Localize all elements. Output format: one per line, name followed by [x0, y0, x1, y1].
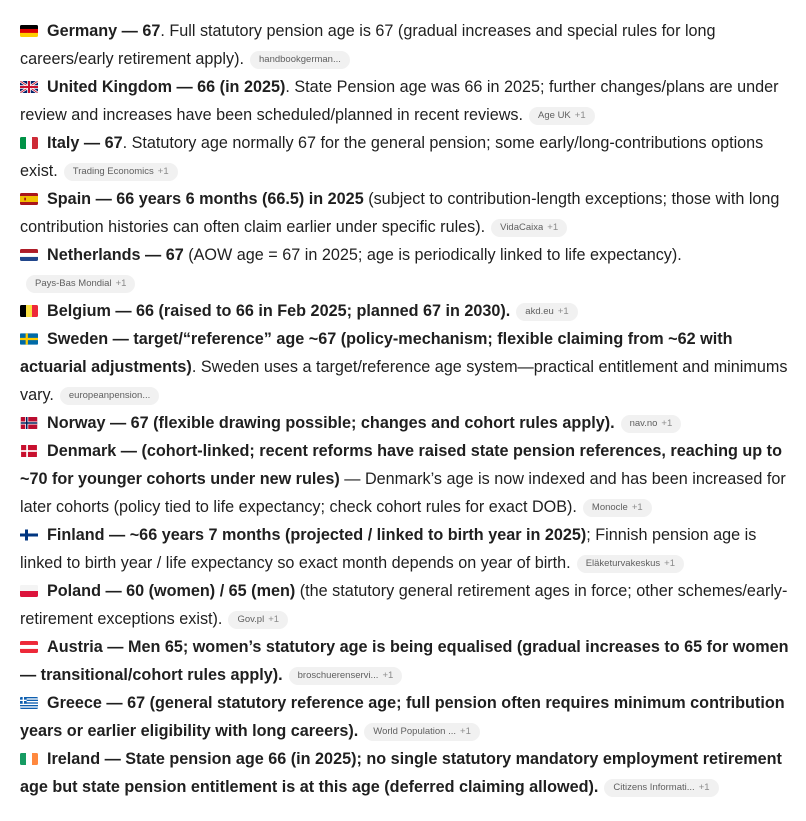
source-count: +1: [382, 670, 394, 681]
entry-heading: Greece — 67 (general statutory reference age; full pension often requires minimum contribution years or earlier eligibility with long careers).: [20, 694, 785, 740]
source-label: Trading Economics: [72, 166, 154, 177]
denmark-flag-icon: [20, 445, 38, 457]
source-label: broschuerenservi...: [297, 670, 379, 681]
entry-heading: Belgium — 66 (raised to 66 in Feb 2025; planned 67 in 2030).: [47, 302, 511, 320]
italy-flag-icon: [20, 137, 38, 149]
source-chip[interactable]: [604, 779, 718, 797]
sweden-flag-icon: [20, 333, 38, 345]
ireland-flag-icon: [20, 753, 38, 765]
source-chip[interactable]: [491, 219, 567, 237]
source-label: Gov.pl: [237, 614, 265, 625]
entry-text: . State Pension age was 66 in 2025; further changes/plans are under review and increases have been scheduled/planned in recent reviews.: [20, 78, 779, 124]
source-label: handbookgerman...: [259, 54, 341, 65]
entry-text: — Denmark’s age is now indexed and has been increased for later cohorts (policy tied to life expectancy; check cohort rules for exact DOB).: [20, 470, 786, 516]
source-label: Pays-Bas Mondial: [35, 278, 112, 289]
source-count: +1: [698, 782, 710, 793]
austria-flag-icon: [20, 641, 38, 653]
source-chip[interactable]: [529, 107, 595, 125]
entry-finland: [20, 521, 792, 577]
source-chip[interactable]: [228, 611, 288, 629]
source-label: Eläketurvakeskus: [585, 558, 661, 569]
source-chip[interactable]: [516, 303, 577, 321]
source-label: nav.no: [629, 418, 658, 429]
entry-text: ; Finnish pension age is linked to birth year / life expectancy so exact month depends on year of birth.: [20, 526, 757, 572]
entry-heading: United Kingdom — 66 (in 2025): [47, 78, 286, 96]
source-count: +1: [157, 166, 169, 177]
entry-sweden: [20, 325, 792, 409]
entry-heading: Italy — 67: [47, 134, 123, 152]
spain-flag-icon: [20, 193, 38, 205]
source-chip[interactable]: [364, 723, 480, 741]
source-chip[interactable]: [26, 275, 135, 293]
entry-heading: Norway — 67 (flexible drawing possible; changes and cohort rules apply).: [47, 414, 615, 432]
entry-greece: [20, 689, 792, 745]
entry-heading: Spain — 66 years 6 months (66.5) in 2025: [47, 190, 364, 208]
source-label: Age UK: [538, 110, 571, 121]
source-chip[interactable]: [583, 499, 652, 517]
source-count: +1: [574, 110, 586, 121]
entry-belgium: [20, 297, 792, 325]
entry-spain: [20, 185, 792, 241]
entry-text: . Sweden uses a target/reference age system—practical entitlement and minimums vary.: [20, 358, 788, 404]
source-chip[interactable]: [621, 415, 682, 433]
entry-united-kingdom: [20, 73, 792, 129]
source-label: VidaCaixa: [500, 222, 544, 233]
greece-flag-icon: [20, 697, 38, 709]
source-chip[interactable]: [60, 387, 159, 405]
source-count: +1: [115, 278, 127, 289]
source-chip[interactable]: [64, 163, 178, 181]
entry-netherlands: [20, 241, 792, 297]
entry-heading: Austria — Men 65; women’s statutory age is being equalised (gradual increases to 65 for women — transitional/cohort rules apply).: [20, 638, 789, 684]
entry-heading: Finland — ~66 years 7 months (projected / linked to birth year in 2025): [47, 526, 587, 544]
source-count: +1: [631, 502, 643, 513]
source-label: World Population ...: [373, 726, 457, 737]
source-label: Citizens Informati...: [613, 782, 695, 793]
entry-heading: Poland — 60 (women) / 65 (men): [47, 582, 296, 600]
source-count: +1: [268, 614, 280, 625]
belgium-flag-icon: [20, 305, 38, 317]
entry-denmark: [20, 437, 792, 521]
entry-poland: [20, 577, 792, 633]
entry-italy: [20, 129, 792, 185]
finland-flag-icon: [20, 529, 38, 541]
source-count: +1: [661, 418, 673, 429]
source-count: +1: [557, 306, 569, 317]
source-chip[interactable]: [577, 555, 684, 573]
source-label: akd.eu: [525, 306, 554, 317]
entry-text: (subject to contribution-length exceptions; those with long contribution histories can often claim earlier under specific rules).: [20, 190, 780, 236]
source-chip[interactable]: [289, 667, 403, 685]
source-label: Monocle: [591, 502, 628, 513]
entry-heading: Sweden — target/“reference” age ~67 (policy-mechanism; flexible claiming from ~62 with actuarial adjustments): [20, 330, 733, 376]
entry-germany: [20, 17, 792, 73]
entry-ireland: [20, 745, 792, 801]
source-count: +1: [664, 558, 675, 569]
entry-austria: [20, 633, 792, 689]
entry-norway: [20, 409, 792, 437]
entry-heading: Netherlands — 67: [47, 246, 184, 264]
entry-text: (the statutory general retirement ages in force; other schemes/early-retirement exceptions exist).: [20, 582, 788, 628]
source-count: +1: [547, 222, 559, 233]
source-label: europeanpension...: [68, 390, 151, 401]
entry-heading: Denmark — (cohort-linked; recent reforms have raised state pension references, reaching up to ~70 for younger cohorts under new rules): [20, 442, 782, 488]
source-chip[interactable]: [250, 51, 350, 69]
uk-flag-icon: [20, 81, 38, 93]
germany-flag-icon: [20, 25, 38, 37]
entry-heading: Germany — 67: [47, 22, 161, 40]
entry-text: (AOW age = 67 in 2025; age is periodically linked to life expectancy).: [183, 246, 682, 264]
source-count: +1: [460, 726, 471, 737]
entry-heading: Ireland — State pension age 66 (in 2025); no single statutory mandatory employment retirement age but state pension entitlement is at this age (deferred claiming allowed).: [20, 750, 782, 796]
netherlands-flag-icon: [20, 249, 38, 261]
entry-text: . Full statutory pension age is 67 (gradual increases and special rules for long careers/early retirement apply).: [20, 22, 716, 68]
poland-flag-icon: [20, 585, 38, 597]
norway-flag-icon: [20, 417, 38, 429]
entry-text: . Statutory age normally 67 for the general pension; some early/long-contributions options exist.: [20, 134, 764, 180]
